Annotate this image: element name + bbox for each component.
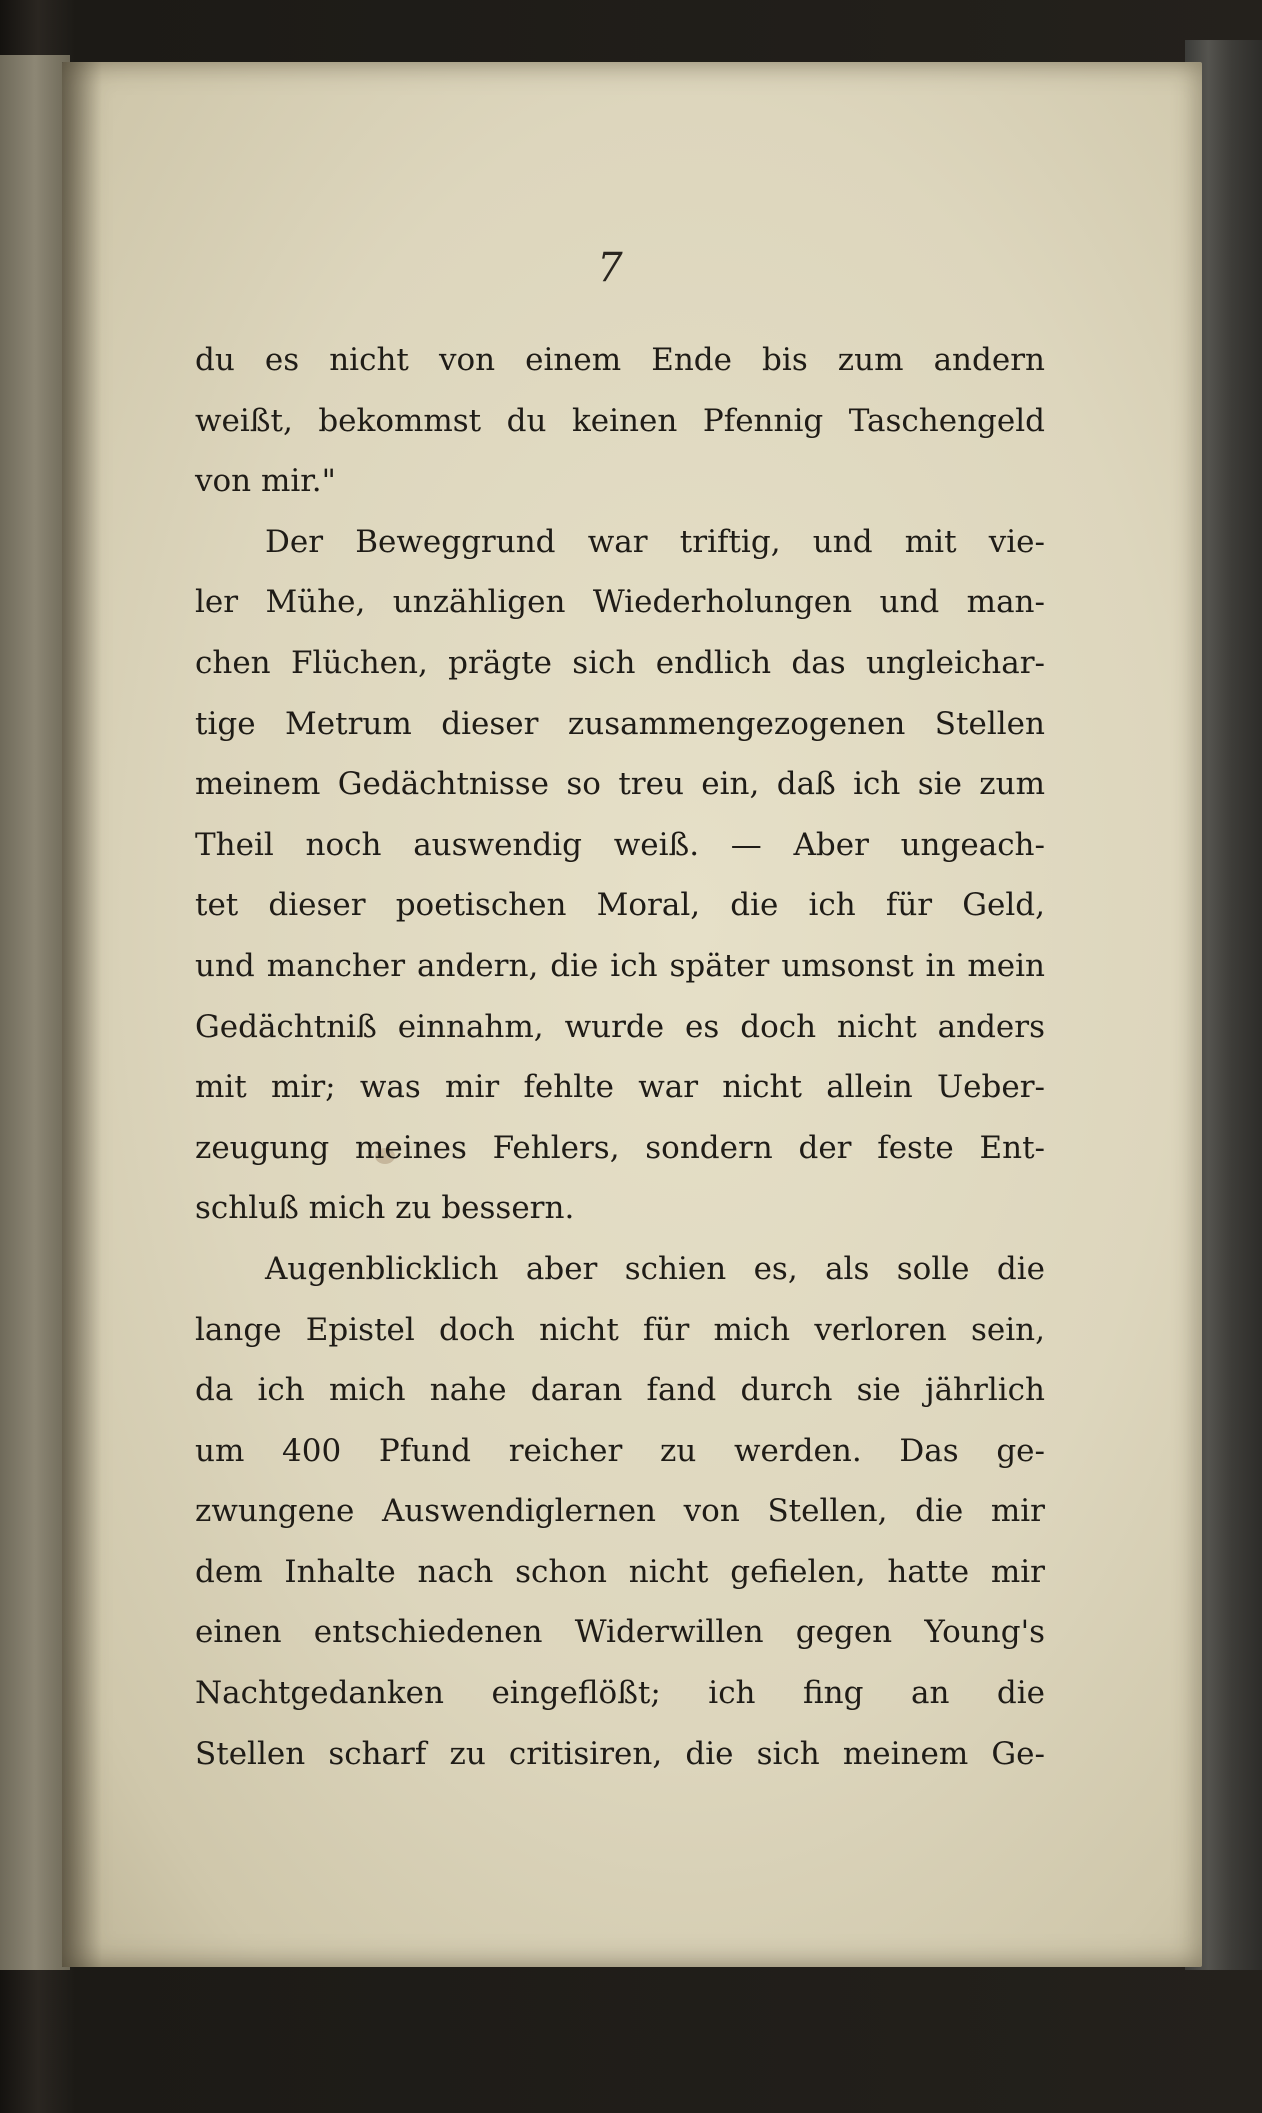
text-line: um 400 Pfund reicher zu werden. Das ge- [195,1432,1045,1469]
page-number: 7 [597,245,623,291]
text-line: ler Mühe, unzähligen Wiederholungen und man- [195,584,1045,621]
text-line: Theil noch auswendig weiß. — Aber ungeach- [195,826,1045,863]
text-line: zwungene Auswendiglernen von Stellen, die mir [195,1493,1045,1530]
text-line: mit mir; was mir fehlte war nicht allein Ueber- [195,1069,1045,1106]
text-line: weißt, bekommst du keinen Pfennig Taschengeld [195,402,1045,439]
text-line: Gedächtniß einnahm, wurde es doch nicht anders [195,1008,1045,1045]
text-line: von mir." [195,463,336,500]
text-line: Der Beweggrund war triftig, und mit vie- [265,523,1045,560]
text-line: schluß mich zu bessern. [195,1190,575,1227]
spine-shadow [62,62,102,1967]
text-line: tige Metrum dieser zusammengezogenen Stellen [195,705,1045,742]
text-line: du es nicht von einem Ende bis zum andern [195,342,1045,378]
text-line: einen entschiedenen Widerwillen gegen Young's [195,1614,1045,1651]
text-line: zeugung meines Fehlers, sondern der feste Ent- [195,1129,1045,1166]
text-line: und mancher andern, die ich später umsonst in mein [195,947,1045,984]
previous-page-edge [0,55,70,1970]
text-line: meinem Gedächtnisse so treu ein, daß ich sie zum [195,766,1045,803]
text-line: Augenblicklich aber schien es, als solle die [265,1250,1045,1287]
text-line: tet dieser poetischen Moral, die ich für Geld, [195,887,1045,924]
text-line: Stellen scharf zu critisiren, die sich meinem Ge- [195,1735,1045,1772]
text-line: Nachtgedanken eingeflößt; ich fing an die [195,1675,1045,1712]
body-text [195,330,1045,1784]
text-line: lange Epistel doch nicht für mich verloren sein, [195,1311,1045,1348]
text-line: dem Inhalte nach schon nicht gefielen, hatte mir [195,1553,1045,1590]
text-line: da ich mich nahe daran fand durch sie jährlich [195,1372,1045,1409]
text-line: chen Flüchen, prägte sich endlich das ungleichar- [195,644,1045,681]
